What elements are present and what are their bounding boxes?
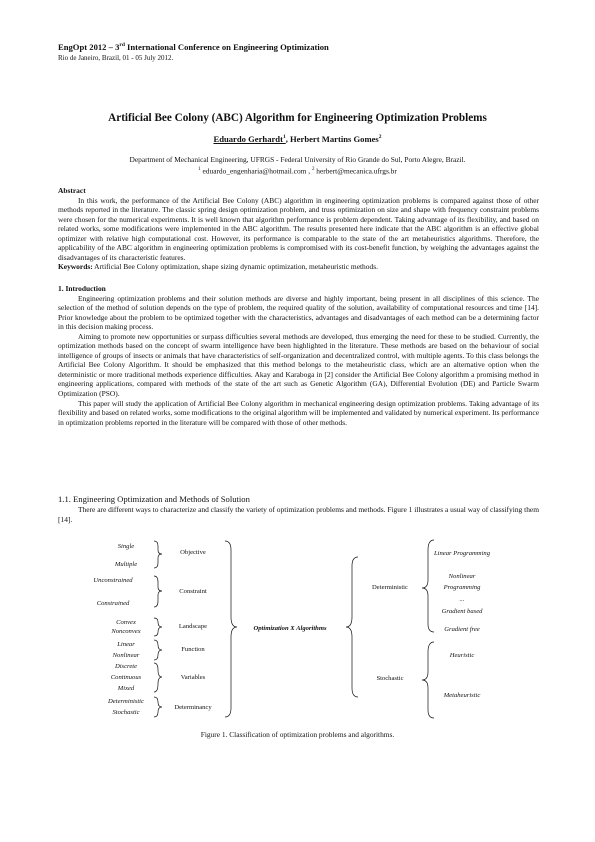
- introduction-heading: 1. Introduction: [58, 284, 106, 293]
- mid-deterministic: Deterministic: [372, 584, 408, 591]
- left-item-nonconvex: Nonconvex: [111, 628, 141, 635]
- authors: Eduardo Gerhardt$^1$, Herbert Martins Gomes$^2$: [213, 134, 382, 144]
- left-item-stochastic: Stochastic: [112, 709, 140, 716]
- right-item-metaheuristic: Metaheuristic: [443, 692, 481, 699]
- category-landscape: Landscape: [178, 623, 208, 630]
- affiliation-department: Department of Mechanical Engineering, UFRGS - Federal University of Rio Grande do Sul, Porto Alegre, Brazil.: [129, 155, 466, 164]
- affiliation-emails: $^1$ eduardo_engenharia@hotmail.com , $^2$ herbert@mecanica.ufrgs.br: [198, 166, 397, 176]
- center-label: Optimization X Algorithms: [253, 625, 327, 632]
- left-item-mixed: Mixed: [117, 685, 135, 692]
- brace-variables: [154, 663, 162, 692]
- right-item-ellipsis: ...: [459, 596, 465, 603]
- brace-constraint: [154, 576, 162, 607]
- intro-paragraph-3: This paper will study the application of Artificial Bee Colony algorithm in mechanical engineering design optimization problems. Taking advantage of its flexibility and based on related works, some modifications to the original algorithm will be implemented and validated by numerical experiment. Its performance in optimization problems reported in the literature will be compared with those of other methods.: [58, 398, 539, 427]
- conference-title: EngOpt 2012 – 3rd International Conference on Engineering Optimization: [58, 42, 329, 52]
- abstract-text: In this work, the performance of the Artificial Bee Colony (ABC) algorithm in engineering optimization problems is compared against those of other methods reported in the literature. The classic spring design optimization problem, and truss optimization on size and shape with frequency constraint problems were chosen for the numerical experiments. It is well known that algorithm performance is problem dependent. Taking advantage of its flexibility, and based on related works, some modifications were implemented in the ABC algorithm. The results presented here indicate that the ABC algorithm is an effective global optimizer with relative high computational cost. However, its performance is comparable to the state of the art metaheuristics algorithms. Therefore, the applicability of the ABC algorithm in engineering optimization problems is compromised with its cost-benefit function, by weighing the advantages against the disadvantages of its characteristic features.: [58, 195, 539, 262]
- category-constraint: Constraint: [179, 588, 207, 595]
- left-item-constrained: Constrained: [96, 600, 130, 607]
- section-1-1-paragraph: There are different ways to characterize and classify the variety of optimization problems and methods. Figure 1 illustrates a usual way of classifying them [14].: [58, 505, 539, 524]
- left-item-nonlinear: Nonlinear: [112, 652, 140, 659]
- left-item-deterministic: Deterministic: [108, 698, 144, 705]
- brace-function: [154, 640, 162, 660]
- brace-deterministic: [422, 540, 434, 632]
- brace-objective: [154, 541, 162, 568]
- category-variables: Variables: [180, 674, 206, 681]
- right-item-programming: Programming: [443, 584, 481, 591]
- left-item-single: Single: [117, 543, 135, 550]
- right-item-linear-programming: Linear Programming: [434, 550, 490, 557]
- brace-mid: [346, 557, 358, 697]
- figure-caption: Figure 1. Classification of optimization problems and algorithms.: [200, 730, 395, 739]
- brace-determinancy: [154, 697, 162, 717]
- paper-title: Artificial Bee Colony (ABC) Algorithm for Engineering Optimization Problems: [108, 112, 487, 124]
- right-item-gradient-based: Gradient based: [441, 608, 483, 615]
- section-1-1-heading: 1.1. Engineering Optimization and Methods of Solution: [58, 494, 250, 504]
- left-item-multiple: Multiple: [114, 561, 138, 568]
- right-item-gradient-free: Gradient free: [444, 626, 480, 633]
- conference-location: Rio de Janeiro, Brazil, 01 - 05 July 2012.: [58, 54, 174, 62]
- category-determinancy: Determinancy: [174, 704, 212, 711]
- right-item-heuristic: Heuristic: [449, 652, 475, 659]
- category-objective: Objective: [180, 549, 206, 556]
- category-function: Function: [181, 646, 205, 653]
- right-item-nonlinear: Nonlinear: [448, 573, 476, 580]
- author-2: Herbert Martins Gomes$^2$: [290, 134, 382, 144]
- intro-paragraph-2: Aiming to promote new opportunities or surpass difficulties several methods are developed, thus emerging the need for these to be studied. Currently, the optimization methods based on the concept of swarm intelligence have been highlighted in the literature. These methods are based on the behaviour of social intelligence of groups of insects or animals that have characteristics of self-organization and decentralized control, with multiple agents. To this class belongs the Artificial Bee Colony Algorithm. It should be emphasized that this method belongs to the metaheuristic class, which are an alternative option when the deterministic or more traditional methods experience difficulties. Akay and Karaboga in [2] consider the Artificial Bee Colony algorithm a promising method in engineering applications, compared with methods of the state of the art such as Genetic Algorithm (GA), Differential Evolution (DE) and Particle Swarm Optimization (PSO).: [58, 331, 539, 399]
- brace-landscape: [154, 618, 162, 636]
- abstract-heading: Abstract: [58, 186, 86, 195]
- intro-paragraph-1: Engineering optimization problems and their solution methods are diverse and highly important, being present in all disciplines of this science. The selection of the method of solution depends on the type of problem, the required quality of the solution, availability of computational resources and time [14]. Prior knowledge about the problem to be optimized together with the characteristics, advantages and disadvantages of each method can be a determining factor in this decision making process.: [58, 293, 539, 332]
- brace-stochastic: [422, 642, 434, 718]
- left-item-continuous: Continuous: [110, 674, 142, 681]
- left-item-convex: Convex: [116, 619, 136, 626]
- left-item-discrete: Discrete: [114, 663, 138, 670]
- keywords: Keywords: Artificial Bee Colony optimization, shape sizing dynamic optimization, metaheuristic methods.: [58, 262, 378, 272]
- left-item-linear: Linear: [117, 641, 135, 648]
- author-1: Eduardo Gerhardt$^1$: [213, 134, 286, 144]
- mid-stochastic: Stochastic: [376, 675, 404, 682]
- brace-categories: [225, 541, 237, 717]
- left-item-unconstrained: Unconstrained: [93, 577, 133, 584]
